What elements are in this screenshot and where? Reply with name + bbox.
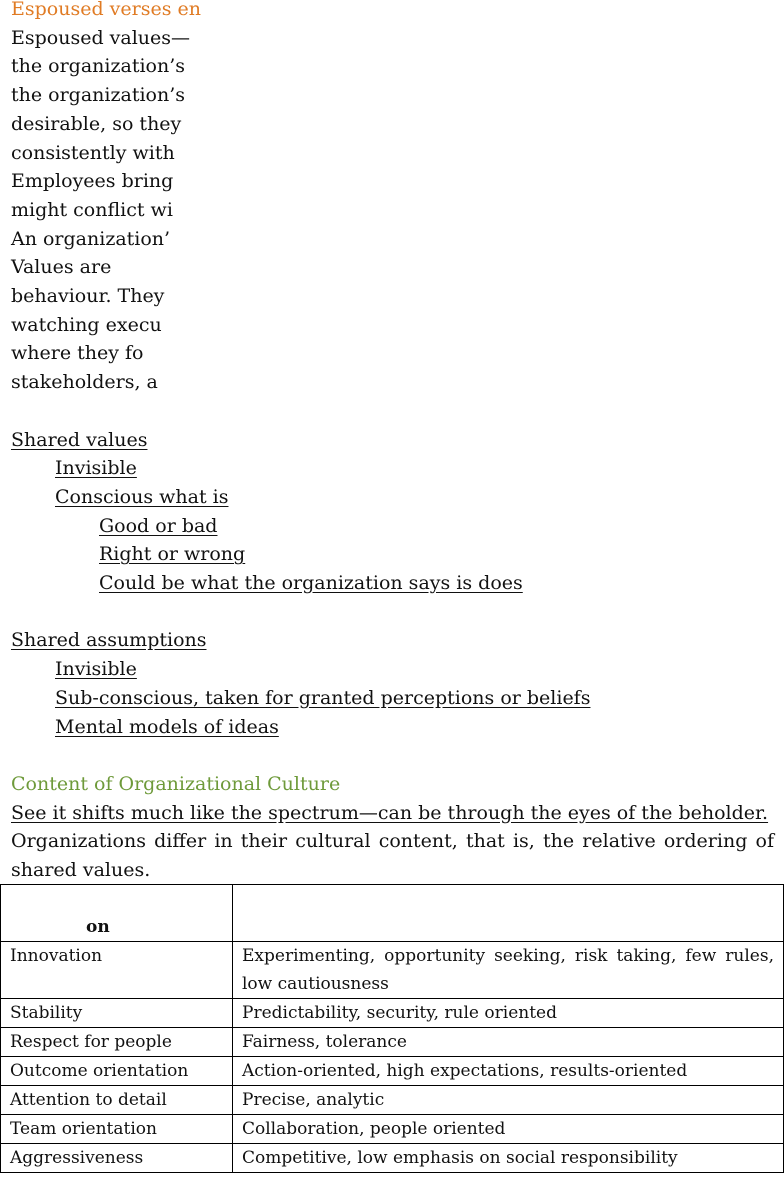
table-cell-dimension: Respect for people — [1, 1028, 233, 1057]
espoused-line: Employees bring — [11, 170, 174, 193]
description-line: low cautiousness — [242, 974, 389, 994]
espoused-line: Espoused values— — [11, 26, 191, 49]
shared-values-title: Shared values — [11, 428, 148, 451]
shared-values-subitem: Good or bad — [99, 514, 218, 537]
espoused-line: the organization’s — [11, 84, 185, 107]
table-row — [1, 999, 784, 1028]
table-header-text: on — [86, 917, 110, 937]
table-cell-dimension: Innovation — [1, 942, 233, 999]
table-row — [1, 1057, 784, 1086]
shared-values-subitem: Right or wrong — [99, 543, 246, 566]
content-underlined-line: See it shifts much like the spectrum—can be through the eyes of the beholder. — [11, 801, 769, 824]
content-heading: Content of Organizational Culture — [11, 772, 341, 795]
shared-assumptions-item: Invisible — [55, 658, 137, 681]
table-row — [1, 1115, 784, 1144]
table-header-row — [1, 885, 784, 942]
espoused-line: might conflict wi — [11, 198, 173, 221]
shared-values-subitem: Could be what the organization says is does — [99, 572, 523, 594]
table-header-cell — [233, 885, 784, 942]
espoused-line: the organization’s — [11, 55, 185, 78]
content-paragraph-line: shared values. — [11, 859, 151, 881]
espoused-line: stakeholders, a — [11, 371, 158, 394]
shared-assumptions-item: Sub-conscious, taken for granted perceptions or beliefs — [55, 686, 591, 709]
table-cell-description: Precise, analytic — [233, 1086, 784, 1115]
shared-values-item: Invisible — [55, 457, 137, 480]
table-row — [1, 1028, 784, 1057]
shared-assumptions-item: Mental models of ideas — [55, 715, 279, 738]
table-cell-dimension: Outcome orientation — [1, 1057, 233, 1086]
espoused-line: watching execu — [11, 313, 162, 336]
content-paragraph-line: Organizations differ in their cultural content, that is, the relative ordering of — [11, 830, 774, 853]
table-cell-description: Action-oriented, high expectations, results-oriented — [233, 1057, 784, 1086]
table-cell-description — [233, 942, 784, 999]
table-row — [1, 942, 784, 999]
table-cell-dimension: Team orientation — [1, 1115, 233, 1144]
culture-dimensions-table — [0, 884, 784, 1173]
table-cell-dimension: Stability — [1, 999, 233, 1028]
shared-values-item: Conscious what is — [55, 485, 229, 508]
shared-assumptions-title: Shared assumptions — [11, 629, 207, 652]
espoused-line: desirable, so they — [11, 112, 182, 135]
espoused-line: behaviour. They — [11, 285, 165, 307]
espoused-heading: Espoused verses en — [11, 0, 201, 20]
table-cell-description: Fairness, tolerance — [233, 1028, 784, 1057]
table-row — [1, 1144, 784, 1173]
table-header-cell — [1, 885, 233, 942]
espoused-line: Values are — [11, 256, 112, 279]
espoused-line: where they fo — [11, 342, 144, 365]
table-cell-description: Collaboration, people oriented — [233, 1115, 784, 1144]
espoused-line: An organization’ — [11, 227, 171, 250]
table-cell-description: Competitive, low emphasis on social responsibility — [233, 1144, 784, 1173]
espoused-line: consistently with — [11, 141, 175, 164]
table-cell-dimension: Attention to detail — [1, 1086, 233, 1115]
table-cell-description: Predictability, security, rule oriented — [233, 999, 784, 1028]
table-row — [1, 1086, 784, 1115]
description-line: Experimenting, opportunity seeking, risk taking, few rules, — [242, 946, 774, 966]
table-cell-dimension: Aggressiveness — [1, 1144, 233, 1173]
